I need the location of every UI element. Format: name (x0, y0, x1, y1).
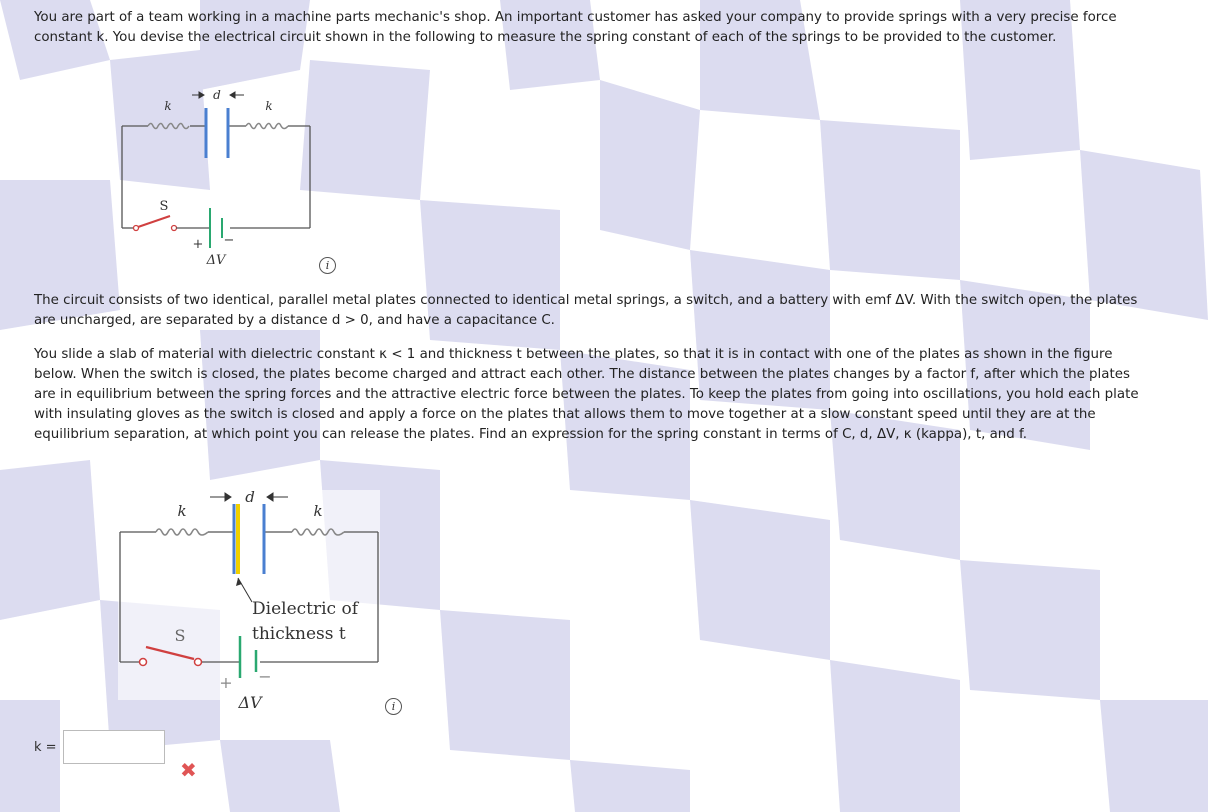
battery-label: ΔV (238, 693, 262, 712)
battery-label: ΔV (206, 253, 226, 268)
battery-minus: − (223, 233, 235, 248)
battery-plus: + (192, 237, 204, 252)
info-icon-figure-1[interactable]: i (319, 257, 336, 274)
switch-contact (195, 659, 202, 666)
answer-label: k = (34, 739, 57, 755)
spring-label-right: k (265, 99, 273, 113)
spring-right (246, 124, 288, 129)
battery-minus: − (258, 667, 272, 686)
spring-label-right: k (313, 502, 323, 520)
spring-left (148, 124, 189, 129)
incorrect-mark-icon: ✖ (180, 758, 197, 782)
switch-contact (172, 226, 177, 231)
spring-label-left: k (164, 99, 172, 113)
switch-label: S (174, 626, 186, 645)
switch-pivot (140, 659, 147, 666)
problem-intro-text: You are part of a team working in a machine parts mechanic's shop. An important customer has asked your company to provide springs with a very precise force constant k. You devise the electrical circuit shown in the following to measure the spring constant of each of the springs to be provided to the customer. (34, 10, 1117, 45)
battery-plus: + (219, 673, 233, 692)
gap-label: d (213, 88, 221, 102)
dielectric-label-line-1: Dielectric of (252, 599, 358, 619)
dielectric-label-line-2: thickness t (252, 624, 346, 644)
answer-row (34, 728, 165, 766)
question-text: You slide a slab of material with dielectric constant κ < 1 and thickness t between the plates, so that it is in contact with one of the plates as shown in the figure below. When the switch is closed, the plates become charged and attract each other. The distance between the plates changes by a factor f, after which the plates are in equilibrium between the spring forces and the attractive electric force between the plates. To keep the plates from going into oscillations, you hold each plate with insulating gloves as the switch is closed and apply a force on the plates that allows them to move together at a slow constant speed until they are at the equilibrium separation, at which point you can release the plates. Find an expression for the spring constant in terms of C, d, ΔV, κ (kappa), t, and f. (34, 347, 1139, 442)
circuit-figure-1 (110, 82, 320, 272)
gap-label: d (245, 488, 255, 506)
circuit-figure-2 (110, 482, 390, 714)
switch-label: S (159, 199, 169, 214)
answer-input[interactable] (63, 730, 165, 764)
info-icon-figure-2[interactable]: i (385, 698, 402, 715)
circuit-description-text: The circuit consists of two identical, parallel metal plates connected to identical metal springs, a switch, and a battery with emf ΔV. With the switch open, the plates are uncharged, are separated by a distance d > 0, and have a capacitance C. (34, 293, 1138, 328)
spring-label-left: k (177, 502, 187, 520)
switch-lever (138, 216, 170, 227)
